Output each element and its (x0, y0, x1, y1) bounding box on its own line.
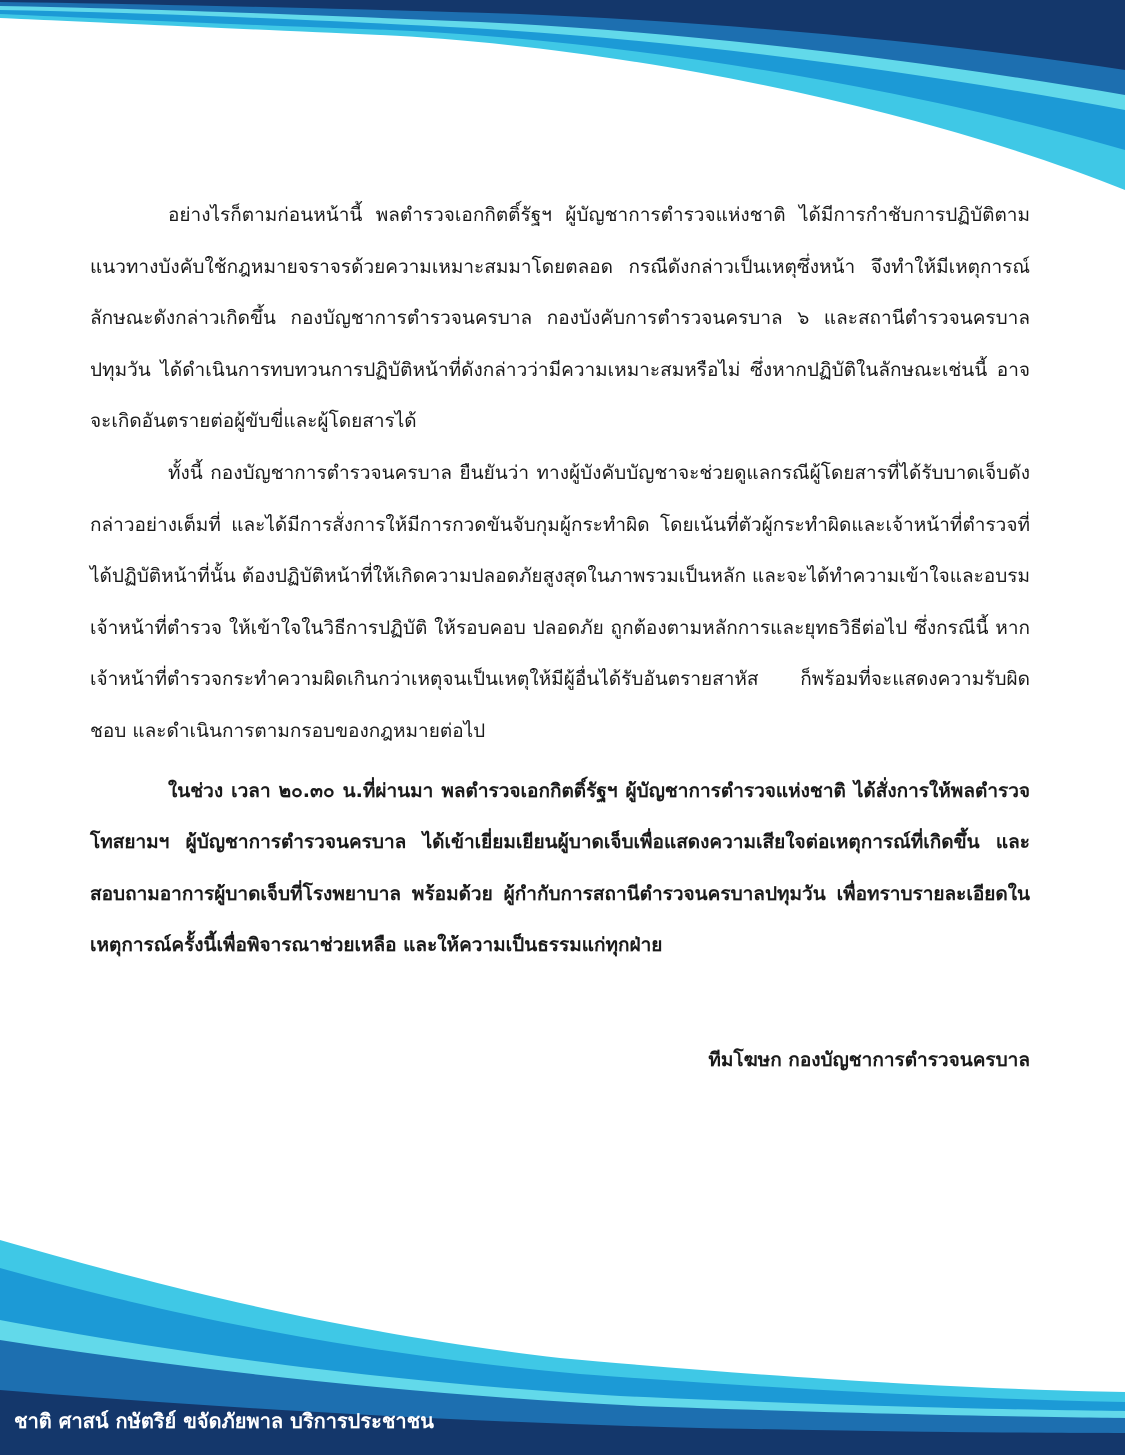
signature: ทีมโฆษก กองบัญชาการตำรวจนครบาล (708, 1049, 1030, 1071)
paragraph-review: อย่างไรก็ตามก่อนหน้านี้ พลตำรวจเอกกิตติ์รัฐฯ ผู้บัญชาการตำรวจแห่งชาติ ได้มีการกำชับการปฏิบัติตามแนวทางบังคับใช้กฎหมายจราจรด้วยความเหมาะสมมาโดยตลอด กรณีดังกล่าวเป็นเหตุซึ่งหน้า จึงทำให้มีเหตุการณ์ลักษณะดังกล่าวเกิดขึ้น กองบัญชาการตำรวจนครบาล กองบังคับการตำรวจนครบาล ๖ และสถานีตำรวจนครบาลปทุมวัน ได้ดำเนินการทบทวนการปฏิบัติหน้าที่ดังกล่าวว่ามีความเหมาะสมหรือไม่ ซึ่งหากปฏิบัติในลักษณะเช่นนี้ อาจจะเกิดอันตรายต่อผู้ขับขี่และผู้โดยสารได้ (90, 204, 1030, 433)
footer-slogan: ชาติ ศาสน์ กษัตริย์ ขจัดภัยพาล บริการประชาชน (14, 1409, 434, 1433)
paragraph-commitment: ทั้งนี้ กองบัญชาการตำรวจนครบาล ยืนยันว่า ทางผู้บังคับบัญชาจะช่วยดูแลกรณีผู้โดยสารที่ได้รับบาดเจ็บดังกล่าวอย่างเต็มที่ และได้มีการสั่งการให้มีการกวดขันจับกุมผู้กระทำผิด โดยเน้นที่ตัวผู้กระทำผิดและเจ้าหน้าที่ตำรวจที่ได้ปฏิบัติหน้าที่นั้น ต้องปฏิบัติหน้าที่ให้เกิดความปลอดภัยสูงสุดในภาพรวมเป็นหลัก และจะได้ทำความเข้าใจและอบรมเจ้าหน้าที่ตำรวจ ให้เข้าใจในวิธีการปฏิบัติ ให้รอบคอบ ปลอดภัย ถูกต้องตามหลักการและยุทธวิธีต่อไป ซึ่งกรณีนี้ หากเจ้าหน้าที่ตำรวจกระทำความผิดเกินกว่าเหตุจนเป็นเหตุให้มีผู้อื่นได้รับอันตรายสาหัส ก็พร้อมที่จะแสดงความรับผิดชอบ และดำเนินการตามกรอบของกฎหมายต่อไป (90, 461, 1030, 742)
document-body (90, 190, 1030, 972)
header-wave-decoration (0, 0, 1125, 200)
paragraph-visit: ในช่วง เวลา ๒๐.๓๐ น.ที่ผ่านมา พลตำรวจเอกกิตติ์รัฐฯ ผู้บัญชาการตำรวจแห่งชาติ ได้สั่งการให้พลตำรวจโทสยามฯ ผู้บัญชาการตำรวจนครบาล ได้เข้าเยี่ยมเยียนผู้บาดเจ็บเพื่อแสดงความเสียใจต่อเหตุการณ์ที่เกิดขึ้น และสอบถามอาการผู้บาดเจ็บที่โรงพยาบาล พร้อมด้วย ผู้กำกับการสถานีตำรวจนครบาลปทุมวัน เพื่อทราบรายละเอียดในเหตุการณ์ครั้งนี้เพื่อพิจารณาช่วยเหลือ และให้ความเป็นธรรมแก่ทุกฝ่าย (90, 779, 1030, 957)
